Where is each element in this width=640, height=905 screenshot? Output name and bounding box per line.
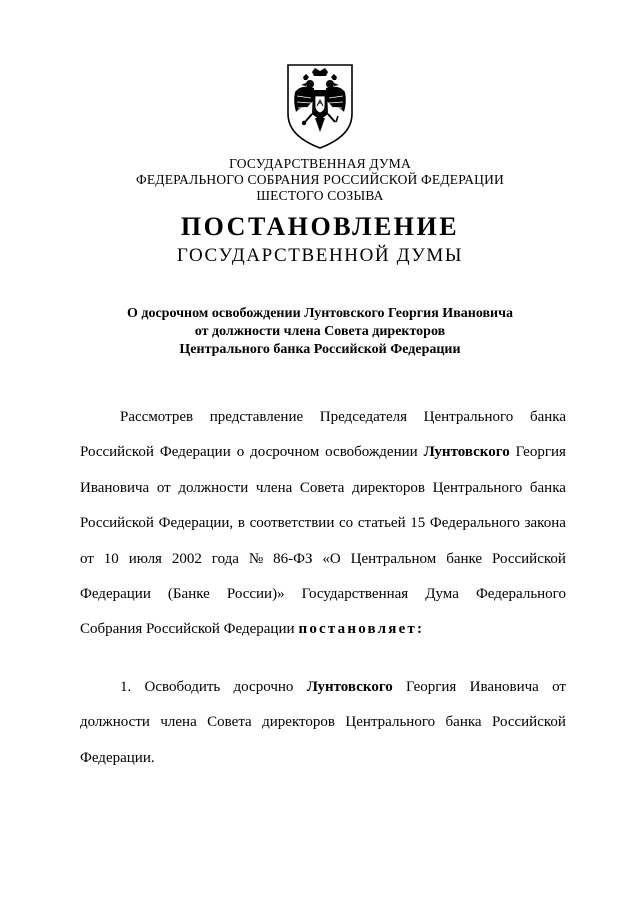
word: Ивановича (80, 479, 150, 496)
word: представление (209, 409, 304, 425)
text-line (80, 542, 566, 577)
word: банка (529, 409, 566, 425)
word: Центрального (345, 714, 436, 731)
person-surname: Лунтовского (423, 444, 510, 461)
title-line-3: Центрального банка Российской Федерации (179, 342, 461, 357)
word: освобождении (325, 444, 418, 461)
word: Центральном (350, 550, 437, 567)
text-line (80, 741, 566, 776)
word: закона (524, 515, 566, 532)
text-fragment: Федерации. (80, 749, 155, 766)
text-line (80, 577, 566, 612)
word: «О (322, 550, 341, 567)
word: досрочном (250, 444, 320, 461)
word: Центрального (423, 409, 514, 425)
word: Российской (492, 550, 566, 567)
word: Георгия (406, 679, 457, 695)
word: Совета (299, 479, 345, 496)
word: должности (80, 714, 150, 731)
word: Рассмотрев (120, 409, 194, 425)
org-line-2: ФЕДЕРАЛЬНОГО СОБРАНИЯ РОССИЙСКОЙ ФЕДЕРАЦИИ (136, 172, 504, 187)
word: Георгия (515, 444, 566, 461)
word: № (248, 550, 264, 567)
word: Федерального (429, 515, 520, 532)
word: Совета (207, 714, 252, 731)
word: Председателя (319, 409, 407, 425)
operative-verb: постановляет: (298, 621, 425, 638)
word: 86-ФЗ (273, 550, 313, 567)
word: Центрального (432, 479, 523, 496)
preamble-paragraph (80, 400, 566, 648)
word: статьей (357, 515, 406, 532)
word: банка (529, 479, 566, 496)
word: Российской (80, 515, 154, 532)
word: от (80, 550, 94, 567)
text-line (80, 670, 566, 705)
word: банка (445, 714, 482, 731)
word: от (552, 679, 566, 695)
word: досрочно (233, 679, 294, 695)
word: Российской (492, 714, 566, 731)
issuing-body-header (0, 156, 640, 204)
word: (Банке (167, 585, 210, 602)
item-number: 1. (120, 679, 132, 695)
document-type-heading: ПОСТАНОВЛЕНИЕ (180, 212, 460, 241)
word: члена (255, 479, 293, 496)
text-line (80, 400, 566, 435)
double-headed-eagle-icon (285, 62, 355, 150)
word: соответствии (249, 515, 335, 532)
word: Федерации, (158, 515, 234, 532)
text-line (80, 471, 566, 506)
document-title (0, 305, 640, 359)
word: в (237, 515, 245, 532)
word: России)» (226, 585, 285, 602)
word: Федерации (80, 585, 151, 602)
coat-of-arms-emblem (285, 62, 355, 150)
text-line (80, 506, 566, 541)
word: со (339, 515, 354, 532)
word: директоров (262, 714, 335, 731)
word: Освободить (144, 679, 221, 695)
word: о (236, 444, 245, 461)
word: июля (128, 550, 162, 567)
document-issuer-heading: ГОСУДАРСТВЕННОЙ ДУМЫ (176, 245, 464, 266)
word: 15 (410, 515, 426, 532)
word: Ивановича (469, 679, 539, 695)
text-line (80, 705, 566, 740)
word: Государственная (301, 585, 409, 602)
word: должности (178, 479, 249, 496)
org-line-1: ГОСУДАРСТВЕННАЯ ДУМА (229, 156, 411, 171)
word: Российской (80, 444, 154, 461)
word: 10 (103, 550, 119, 567)
word: директоров (352, 479, 425, 496)
org-line-3: ШЕСТОГО СОЗЫВА (256, 188, 384, 203)
word: члена (160, 714, 197, 731)
word: Дума (425, 585, 459, 602)
person-surname: Лунтовского (306, 679, 393, 695)
title-line-1: О досрочном освобождении Лунтовского Георгия Ивановича (127, 306, 513, 321)
word: 2002 (171, 550, 202, 567)
word: банке (446, 550, 483, 567)
text-line (80, 612, 566, 647)
word: Федерации (159, 444, 231, 461)
text-fragment: Собрания Российской Федерации (80, 621, 295, 638)
title-line-2: от должности члена Совета директоров (194, 324, 446, 339)
word: от (156, 479, 171, 496)
word: Федерального (475, 585, 566, 602)
resolution-item-1 (80, 670, 566, 776)
word: года (211, 550, 239, 567)
text-line (80, 435, 566, 470)
